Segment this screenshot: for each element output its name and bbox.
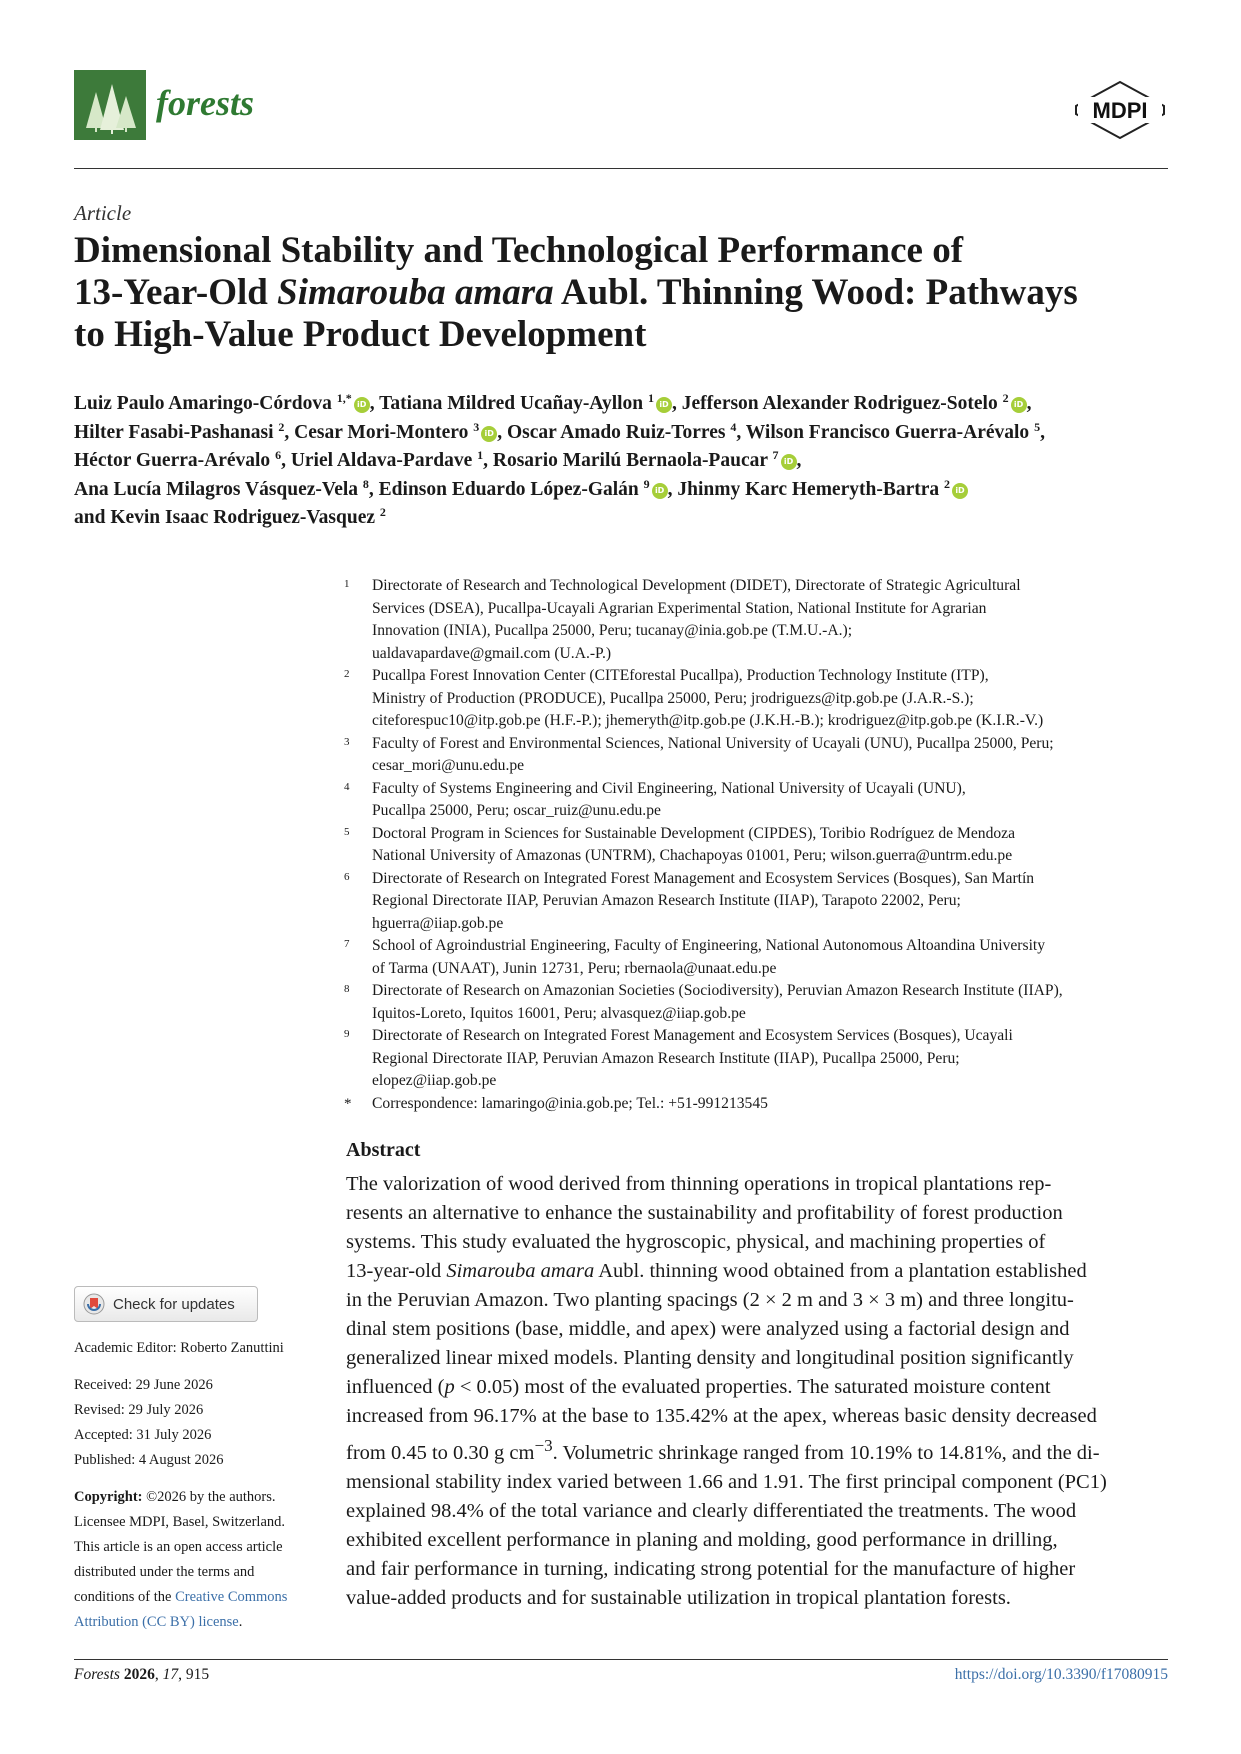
affiliation-item xyxy=(342,1025,1172,1093)
affiliation-line: Services (DSEA), Pucallpa-Ucayali Agrarian Experimental Station, National Institute for Agrarian xyxy=(372,599,987,617)
journal-logo xyxy=(74,70,146,140)
affiliation-ref: 6 xyxy=(275,448,282,462)
copyright-label: Copyright: xyxy=(74,1489,143,1505)
author-line xyxy=(74,498,1174,527)
author-name: Cesar Mori-Montero xyxy=(294,421,469,443)
affiliation-number: 9 xyxy=(344,1028,350,1040)
affiliation-line: Directorate of Research on Amazonian Societies (Sociodiversity), Peruvian Amazon Research Institute (IIAP), xyxy=(372,982,1063,999)
copyright-notice xyxy=(74,1485,324,1635)
affiliation-line: ualdavapardave@gmail.com (U.A.-P.) xyxy=(372,644,612,662)
orcid-icon[interactable]: iD xyxy=(1011,397,1027,413)
affiliation-line: Innovation (INIA), Pucallpa 25000, Peru; tucanay@inia.gob.pe (T.M.U.-A.); xyxy=(372,622,853,639)
author-name: Tatiana Mildred Ucañay-Ayllon xyxy=(379,393,644,414)
copyright-line: conditions of the xyxy=(74,1589,176,1605)
license-link[interactable]: Attribution (CC BY) license xyxy=(74,1614,239,1630)
affiliation-line: Regional Directorate IIAP, Peruvian Amazon Research Institute (IIAP), Tarapoto 22002, Peru; xyxy=(372,892,961,909)
affiliation-ref: 9 xyxy=(643,476,650,491)
affiliation-line: Directorate of Research on Integrated Forest Management and Ecosystem Services (Bosques), San Martín xyxy=(372,869,1035,887)
species-name: Simarouba amara xyxy=(277,272,554,313)
author-name: Wilson Francisco Guerra-Arévalo xyxy=(745,421,1030,443)
affiliation-number: 3 xyxy=(344,735,350,748)
abstract-heading: Abstract xyxy=(346,1139,421,1161)
abstract-line: from 0.45 to 0.30 g $cm^{-3}$. Volumetric shrinkage ranged from 10.19% to 14.81%, and the di- xyxy=(346,1436,1100,1464)
tree-logo-icon xyxy=(74,70,146,140)
affiliation-line: Ministry of Production (PRODUCE), Pucallpa 25000, Peru; jrodriguezs@itp.gob.pe (J.A.R.-S.); xyxy=(372,689,974,707)
affiliation-item xyxy=(342,575,1172,665)
affiliation-number: 2 xyxy=(344,668,350,680)
author-name: Ana Lucía Milagros Vásquez-Vela xyxy=(74,478,359,500)
orcid-icon[interactable]: iD xyxy=(481,426,497,442)
author-name: Rosario Marilú Bernaola-Paucar xyxy=(492,450,768,471)
affiliation-ref: 1,* xyxy=(336,391,352,405)
abstract-line: and fair performance in turning, indicating strong potential for the manufacture of higher xyxy=(346,1557,1076,1580)
abstract-line: mensional stability index varied between 1.66 and 1.91. The first principal component (PC1) xyxy=(346,1470,1107,1493)
abstract-line: in the Peruvian Amazon. Two planting spacings (2 × 2 m and 3 × 3 m) and three longitu- xyxy=(346,1289,1074,1311)
copyright-line: distributed under the terms and xyxy=(74,1564,255,1580)
affiliation-line: cesar_mori@unu.edu.pe xyxy=(372,757,525,774)
affiliation-line: Doctoral Program in Sciences for Sustainable Development (CIPDES), Toribio Rodríguez de Mendoza xyxy=(372,824,1016,842)
abstract-line: The valorization of wood derived from thinning operations in tropical plantations rep- xyxy=(346,1173,1052,1195)
affiliation-line: of Tarma (UNAAT), Junin 12731, Peru; rbernaola@unaat.edu.pe xyxy=(372,959,777,977)
affiliation-item xyxy=(342,868,1172,936)
affiliations xyxy=(342,575,1172,1115)
title-segment: 13-Year-Old xyxy=(74,272,278,313)
article-title xyxy=(74,230,1184,356)
affiliation-line: School of Agroindustrial Engineering, Faculty of Engineering, National Autonomous Altoandina University xyxy=(372,937,1046,954)
orcid-icon[interactable]: iD xyxy=(952,483,968,499)
affiliation-line: Directorate of Research on Integrated Forest Management and Ecosystem Services (Bosques), Ucayali xyxy=(372,1027,1013,1044)
abstract-body xyxy=(346,1170,1170,1613)
affiliation-number: 6 xyxy=(344,870,350,883)
title-line xyxy=(74,272,1184,314)
affiliation-line: elopez@iiap.gob.pe xyxy=(372,1072,497,1089)
italic-term: Simarouba amara xyxy=(446,1260,595,1282)
orcid-icon[interactable]: iD xyxy=(652,483,668,499)
license-link[interactable]: Creative Commons xyxy=(175,1589,288,1605)
author-line: Ana Lucía Milagros Vásquez-Vela $^8$, Edinson Eduardo López-Galán $^9$ iD , Jhinmy Karc Hemeryth-Bartra $^2$ iD xyxy=(74,470,1174,499)
affiliation-item xyxy=(342,665,1172,733)
affiliation-ref: 8 xyxy=(362,476,369,491)
affiliation-ref: 1 xyxy=(648,391,655,405)
author-line: Héctor Guerra-Arévalo $^6$, Uriel Aldava-Pardave $^1$, Rosario Marilú Bernaola-Paucar $^7$ iD , xyxy=(74,448,802,471)
orcid-icon[interactable]: iD xyxy=(781,454,797,470)
affiliation-line: National University of Amazonas (UNTRM), Chachapoyas 01001, Peru; wilson.guerra@untrm.edu.pe xyxy=(372,847,1013,864)
title-segment: Aubl. Thinning Wood: Pathways xyxy=(553,272,1078,313)
author-name: Edinson Eduardo López-Galán xyxy=(378,478,639,500)
abstract-line: influenced (p < 0.05) most of the evaluated properties. The saturated moisture content xyxy=(346,1376,1051,1398)
received-date: Received: 29 June 2026 xyxy=(74,1377,213,1393)
affiliation-number: * xyxy=(344,1095,352,1112)
author-name: Luiz Paulo Amaringo-Córdova xyxy=(74,393,332,414)
author-line: Hilter Fasabi-Pashanasi $^2$, Cesar Mori-Montero $^3$ iD , Oscar Amado Ruiz-Torres $^4$, Wilson Francisco Guerra-Arévalo $^5$, xyxy=(74,419,1045,443)
affiliation-line: Directorate of Research and Technological Development (DIDET), Directorate of Strategic Agricultural xyxy=(372,577,1021,594)
accepted-date: Accepted: 31 July 2026 xyxy=(74,1427,212,1443)
title-line: to High-Value Product Development xyxy=(74,314,647,355)
author-name: Jefferson Alexander Rodriguez-Sotelo xyxy=(681,393,998,414)
mdpi-logo xyxy=(1072,80,1168,140)
author-name: Oscar Amado Ruiz-Torres xyxy=(506,421,726,443)
abstract-line: dinal stem positions (base, middle, and apex) were analyzed using a factorial design and xyxy=(346,1318,1070,1340)
affiliation-item xyxy=(342,980,1172,1025)
check-for-updates-button[interactable] xyxy=(74,1286,258,1322)
doi-link[interactable]: https://doi.org/10.3390/f17080915 xyxy=(954,1666,1168,1683)
title-line: Dimensional Stability and Technological Performance of xyxy=(74,230,964,271)
affiliation-line: Correspondence: lamaringo@inia.gob.pe; Tel.: +51-991213545 xyxy=(372,1094,768,1112)
unit-exponent: −3 xyxy=(534,1436,553,1455)
author-list xyxy=(74,384,1174,527)
check-updates-label: Check for updates xyxy=(113,1295,235,1313)
revised-date: Revised: 29 July 2026 xyxy=(74,1402,204,1418)
article-type: Article xyxy=(74,201,132,225)
footer-divider xyxy=(74,1659,1168,1660)
abstract-line: systems. This study evaluated the hygroscopic, physical, and machining properties of xyxy=(346,1231,1046,1253)
author-name: Héctor Guerra-Arévalo xyxy=(74,450,271,471)
footer-year: 2026 xyxy=(123,1666,155,1683)
check-updates-icon xyxy=(83,1293,105,1315)
affiliation-ref: 4 xyxy=(730,419,737,434)
author-name: Hilter Fasabi-Pashanasi xyxy=(74,421,274,443)
affiliation-item xyxy=(342,1093,1172,1116)
affiliation-line: Pucallpa Forest Innovation Center (CITEforestal Pucallpa), Production Technology Institute (ITP), xyxy=(372,667,989,684)
published-date: Published: 4 August 2026 xyxy=(74,1452,224,1468)
footer-journal: Forests xyxy=(74,1666,120,1683)
author-name: Jhinmy Karc Hemeryth-Bartra xyxy=(677,478,940,500)
affiliation-number: 5 xyxy=(344,825,350,838)
affiliation-line: citeforespuc10@itp.gob.pe (H.F.-P.); jhemeryth@itp.gob.pe (J.K.H.-B.); krodriguez@itp.gob.pe (K.I.R.-V.) xyxy=(372,712,1044,729)
affiliation-ref: 5 xyxy=(1034,419,1041,434)
author-name: and Kevin Isaac Rodriguez-Vasquez xyxy=(74,507,376,528)
copyright-line: Licensee MDPI, Basel, Switzerland. xyxy=(74,1514,286,1530)
license-end: . xyxy=(238,1614,243,1630)
affiliation-ref: 7 xyxy=(772,448,779,462)
affiliation-number: 4 xyxy=(344,780,350,793)
affiliation-ref: 2 xyxy=(944,476,951,491)
affiliation-number: 8 xyxy=(344,983,350,995)
affiliation-line: Faculty of Forest and Environmental Sciences, National University of Ucayali (UNU), Pucallpa 25000, Peru; xyxy=(372,734,1054,752)
affiliation-line: Iquitos-Loreto, Iquitos 16001, Peru; alvasquez@iiap.gob.pe xyxy=(372,1004,746,1022)
footer-volume: 17 xyxy=(162,1666,179,1683)
abstract-line: increased from 96.17% at the base to 135.42% at the apex, whereas basic density decreased xyxy=(346,1405,1097,1427)
affiliation-line: Faculty of Systems Engineering and Civil Engineering, National University of Ucayali (UNU), xyxy=(372,779,966,797)
orcid-icon[interactable]: iD xyxy=(354,397,370,413)
affiliation-ref: 3 xyxy=(473,419,480,434)
abstract-line: explained 98.4% of the total variance and clearly differentiated the treatments. The wood xyxy=(346,1499,1077,1522)
citation-footer: Forests 2026, 17, 915 xyxy=(74,1666,210,1683)
abstract-line: 13-year-old Simarouba amara Aubl. thinning wood obtained from a plantation established xyxy=(346,1260,1087,1282)
academic-editor: Academic Editor: Roberto Zanuttini xyxy=(74,1340,284,1356)
italic-term: p xyxy=(444,1376,455,1398)
affiliation-number: 7 xyxy=(344,938,350,950)
orcid-icon[interactable]: iD xyxy=(656,397,672,413)
article-sidebar xyxy=(74,1336,324,1635)
author-line: Luiz Paulo Amaringo-Córdova $^{1,*}$ iD , Tatiana Mildred Ucañay-Ayllon $^1$ iD , Jefferson Alexander Rodriguez-Sotelo $^2$ iD , xyxy=(74,391,1032,414)
abstract-line: resents an alternative to enhance the sustainability and profitability of forest production xyxy=(346,1202,1063,1224)
mdpi-logo-text: MDPI xyxy=(1092,98,1148,123)
abstract-line: exhibited excellent performance in planing and molding, good performance in drilling, xyxy=(346,1528,1058,1551)
abstract-line: generalized linear mixed models. Planting density and longitudinal position significantly xyxy=(346,1347,1074,1369)
affiliation-item xyxy=(342,823,1172,868)
affiliation-item xyxy=(342,778,1172,823)
affiliation-line: hguerra@iiap.gob.pe xyxy=(372,914,504,932)
abstract-line: value-added products and for sustainable utilization in tropical plantation forests. xyxy=(346,1586,1011,1609)
copyright-line: ©2026 by the authors. xyxy=(142,1489,276,1505)
footer-article-number: 915 xyxy=(185,1666,210,1683)
affiliation-ref: 2 xyxy=(278,419,285,434)
copyright-line: This article is an open access article xyxy=(74,1539,283,1555)
affiliation-line: Pucallpa 25000, Peru; oscar_ruiz@unu.edu.pe xyxy=(372,802,661,819)
affiliation-item xyxy=(342,935,1172,980)
affiliation-ref: 2 xyxy=(379,505,386,519)
journal-name: forests xyxy=(156,83,254,123)
header-divider xyxy=(74,168,1168,169)
affiliation-ref: 2 xyxy=(1002,391,1009,405)
affiliation-number: 1 xyxy=(344,578,350,590)
affiliation-ref: 1 xyxy=(477,448,484,462)
affiliation-line: Regional Directorate IIAP, Peruvian Amazon Research Institute (IIAP), Pucallpa 25000, Peru; xyxy=(372,1049,960,1067)
affiliation-item xyxy=(342,733,1172,778)
author-name: Uriel Aldava-Pardave xyxy=(290,450,473,471)
